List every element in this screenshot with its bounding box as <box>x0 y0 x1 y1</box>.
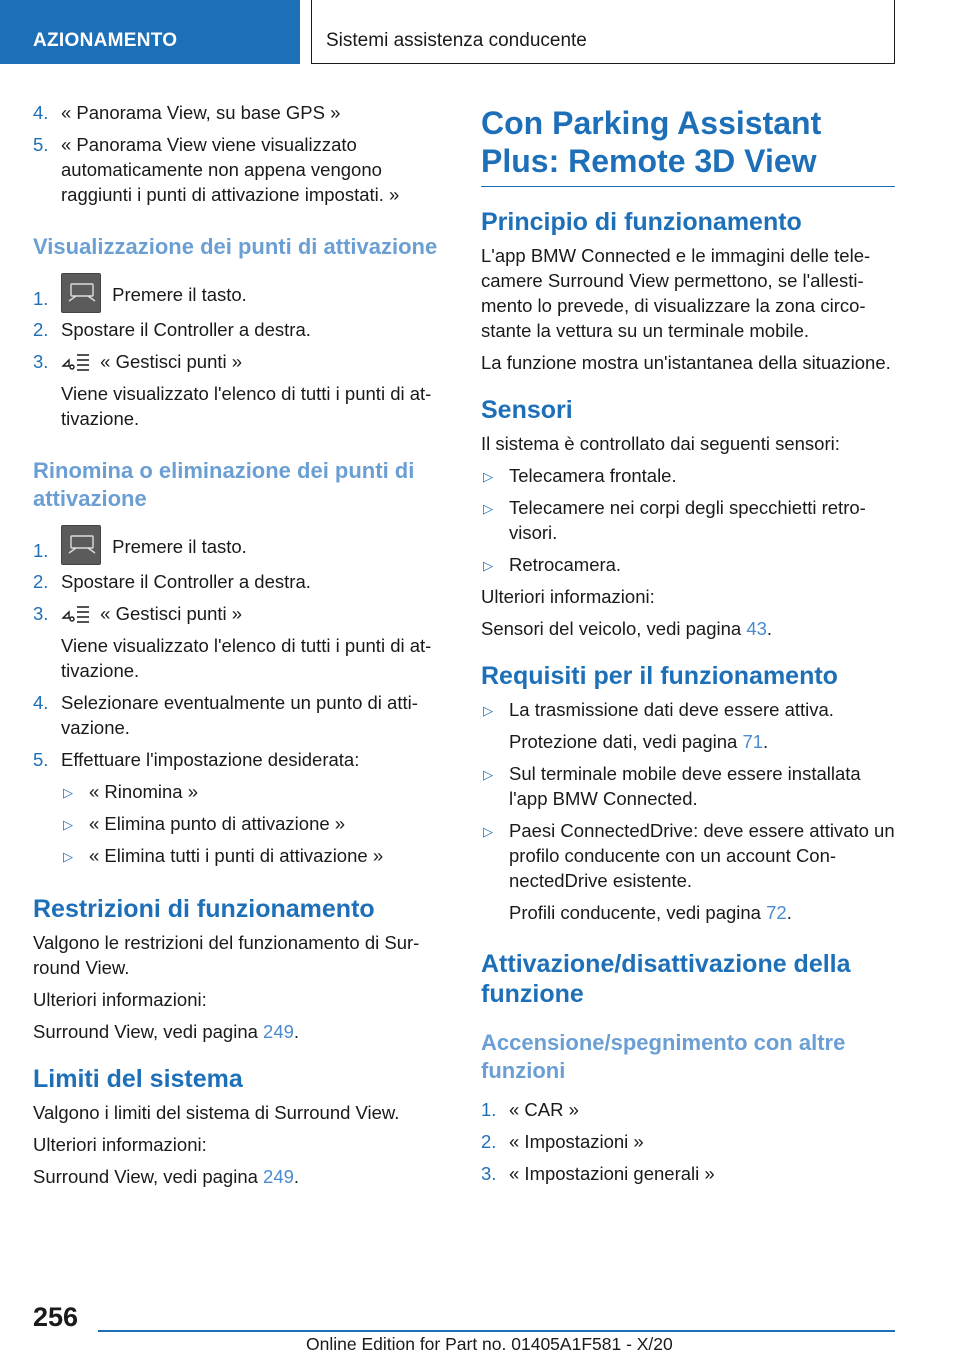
option-item <box>61 779 443 804</box>
requirement-text: Sul terminale mobile deve essere installata l'app BMW Connected. <box>509 763 861 809</box>
restrizioni-more: Ulteriori informazioni: <box>33 989 207 1010</box>
principio-p1: L'app BMW Connected e le immagini delle telecamere Surround View permettono, se l'allestimento lo prevede, di visualizzare la zona circostante la vettura su un terminale mobile. <box>481 245 871 341</box>
option-text: « Rinomina » <box>89 781 199 802</box>
item-number: 3. <box>33 603 49 624</box>
bullet-triangle-icon: ▷ <box>483 824 493 839</box>
list-item <box>481 1161 895 1186</box>
item-text: Premere il tasto. <box>112 536 247 557</box>
list-item <box>33 525 443 565</box>
option-text: « Elimina tutti i punti di attivazione » <box>89 845 384 866</box>
list-item <box>33 273 443 313</box>
heading-sensori: Sensori <box>481 396 573 424</box>
restrizioni-ref: Surround View, vedi pagina 249. <box>33 1021 300 1042</box>
item-text: Premere il tasto. <box>112 284 247 305</box>
requirement-item <box>481 818 895 925</box>
heading-accensione: Accensione/spegnimento con altre funzioni <box>481 1030 846 1083</box>
sensor-text: Retrocamera. <box>509 554 622 575</box>
bullet-triangle-icon: ▷ <box>63 785 73 800</box>
list-item <box>33 132 443 207</box>
item-number: 5. <box>33 134 49 155</box>
requirement-item <box>481 697 895 754</box>
item-text: Spostare il Controller a destra. <box>61 319 311 340</box>
heading-requisiti: Requisiti per il funzionamento <box>481 662 838 690</box>
item-text: Selezionare eventualmente un punto di attivazione. <box>61 692 418 738</box>
list-item <box>33 569 443 594</box>
heading-limiti: Limiti del sistema <box>33 1065 243 1093</box>
bullet-triangle-icon: ▷ <box>63 849 73 864</box>
car-camera-button-icon <box>61 273 101 313</box>
sensori-ref: Sensori del veicolo, vedi pagina 43. <box>481 618 773 639</box>
manage-points-icon <box>61 352 91 372</box>
footer-edition: Online Edition for Part no. 01405A1F581 - X/20 <box>306 1334 673 1354</box>
list-item <box>33 690 443 740</box>
list-item <box>33 747 443 868</box>
bullet-triangle-icon: ▷ <box>483 767 493 782</box>
sensor-item <box>481 463 895 488</box>
item-number: 1. <box>33 288 49 309</box>
page-number: 256 <box>33 1302 79 1332</box>
heading-principio: Principio di funzionamento <box>481 208 802 236</box>
sensori-more: Ulteriori informazioni: <box>481 586 655 607</box>
heading-visualizzazione: Visualizzazione dei punti di attivazione <box>33 234 438 259</box>
list-item <box>481 1097 895 1122</box>
item-number: 3. <box>481 1163 497 1184</box>
item-number: 1. <box>481 1099 497 1120</box>
requirement-item <box>481 761 895 811</box>
left-column <box>33 100 443 1196</box>
item-number: 2. <box>33 319 49 340</box>
sensor-text: Telecamere nei corpi degli specchietti retrovisori. <box>509 497 866 543</box>
item-number: 3. <box>33 351 49 372</box>
item-text: « Gestisci punti » <box>100 351 243 372</box>
limiti-more: Ulteriori informazioni: <box>33 1134 207 1155</box>
main-title: Con Parking Assistant Plus: Remote 3D View <box>481 104 895 187</box>
option-item <box>61 811 443 836</box>
limiti-ref: Surround View, vedi pagina 249. <box>33 1166 300 1187</box>
option-text: « Elimina punto di attivazione » <box>89 813 346 834</box>
item-text: « Panorama View, su base GPS » <box>61 102 341 123</box>
sensor-text: Telecamera frontale. <box>509 465 677 486</box>
restrizioni-text: Valgono le restrizioni del funzionamento di Surround View. <box>33 932 420 978</box>
heading-rinomina: Rinomina o eliminazione dei punti di attivazione <box>33 458 415 511</box>
requirement-text: Paesi ConnectedDrive: deve essere attivato un profilo conducente con un account ConnectedDrive esistente. <box>509 820 895 891</box>
list-item <box>33 317 443 342</box>
bullet-triangle-icon: ▷ <box>483 501 493 516</box>
heading-attivazione: Attivazione/disattivazione della funzione <box>481 950 851 1008</box>
page-link[interactable]: 249 <box>263 1021 294 1042</box>
requirement-text: La trasmissione dati deve essere attiva. <box>509 699 834 720</box>
requirement-ref: Profili conducente, vedi pagina 72. <box>509 902 792 923</box>
list-item <box>33 601 443 683</box>
item-text: Spostare il Controller a destra. <box>61 571 311 592</box>
sensori-intro: Il sistema è controllato dai seguenti sensori: <box>481 433 840 454</box>
heading-restrizioni: Restrizioni di funzionamento <box>33 895 375 923</box>
header-chapter: Sistemi assistenza conducente <box>326 30 587 51</box>
item-number: 4. <box>33 692 49 713</box>
manage-points-icon <box>61 604 91 624</box>
sensor-item <box>481 495 895 545</box>
footer-divider <box>98 1330 895 1332</box>
item-number: 4. <box>33 102 49 123</box>
right-column <box>481 104 895 1193</box>
list-item <box>33 100 443 125</box>
item-subtext: Viene visualizzato l'elenco di tutti i punti di attivazione. <box>61 635 432 681</box>
item-number: 2. <box>481 1131 497 1152</box>
limiti-text: Valgono i limiti del sistema di Surround View. <box>33 1102 400 1123</box>
header-section: AZIONAMENTO <box>33 30 178 51</box>
item-text: « Impostazioni generali » <box>509 1163 715 1184</box>
header-section-tab <box>0 0 300 64</box>
option-item <box>61 843 443 868</box>
list-item <box>481 1129 895 1154</box>
item-text: « CAR » <box>509 1099 579 1120</box>
item-number: 1. <box>33 540 49 561</box>
principio-p2: La funzione mostra un'istantanea della situazione. <box>481 352 891 373</box>
item-number: 5. <box>33 749 49 770</box>
item-text: « Panorama View viene visualizzato automaticamente non appena vengono raggiunti i punti di attivazione impostati. » <box>61 134 400 205</box>
list-item <box>33 349 443 431</box>
bullet-triangle-icon: ▷ <box>63 817 73 832</box>
header-chapter-tab <box>311 0 895 64</box>
page-link[interactable]: 249 <box>263 1166 294 1187</box>
bullet-triangle-icon: ▷ <box>483 558 493 573</box>
item-subtext: Viene visualizzato l'elenco di tutti i punti di attivazione. <box>61 383 432 429</box>
item-number: 2. <box>33 571 49 592</box>
item-text: Effettuare l'impostazione desiderata: <box>61 749 360 770</box>
page-link[interactable]: 71 <box>742 731 764 752</box>
page-link[interactable]: 72 <box>766 902 787 923</box>
car-camera-button-icon <box>61 525 101 565</box>
sensor-item <box>481 552 895 577</box>
item-text: « Impostazioni » <box>509 1131 644 1152</box>
bullet-triangle-icon: ▷ <box>483 703 493 718</box>
page-link[interactable]: 43 <box>746 618 767 639</box>
requirement-ref: Protezione dati, vedi pagina 71. <box>509 731 769 752</box>
item-text: « Gestisci punti » <box>100 603 243 624</box>
bullet-triangle-icon: ▷ <box>483 469 493 484</box>
